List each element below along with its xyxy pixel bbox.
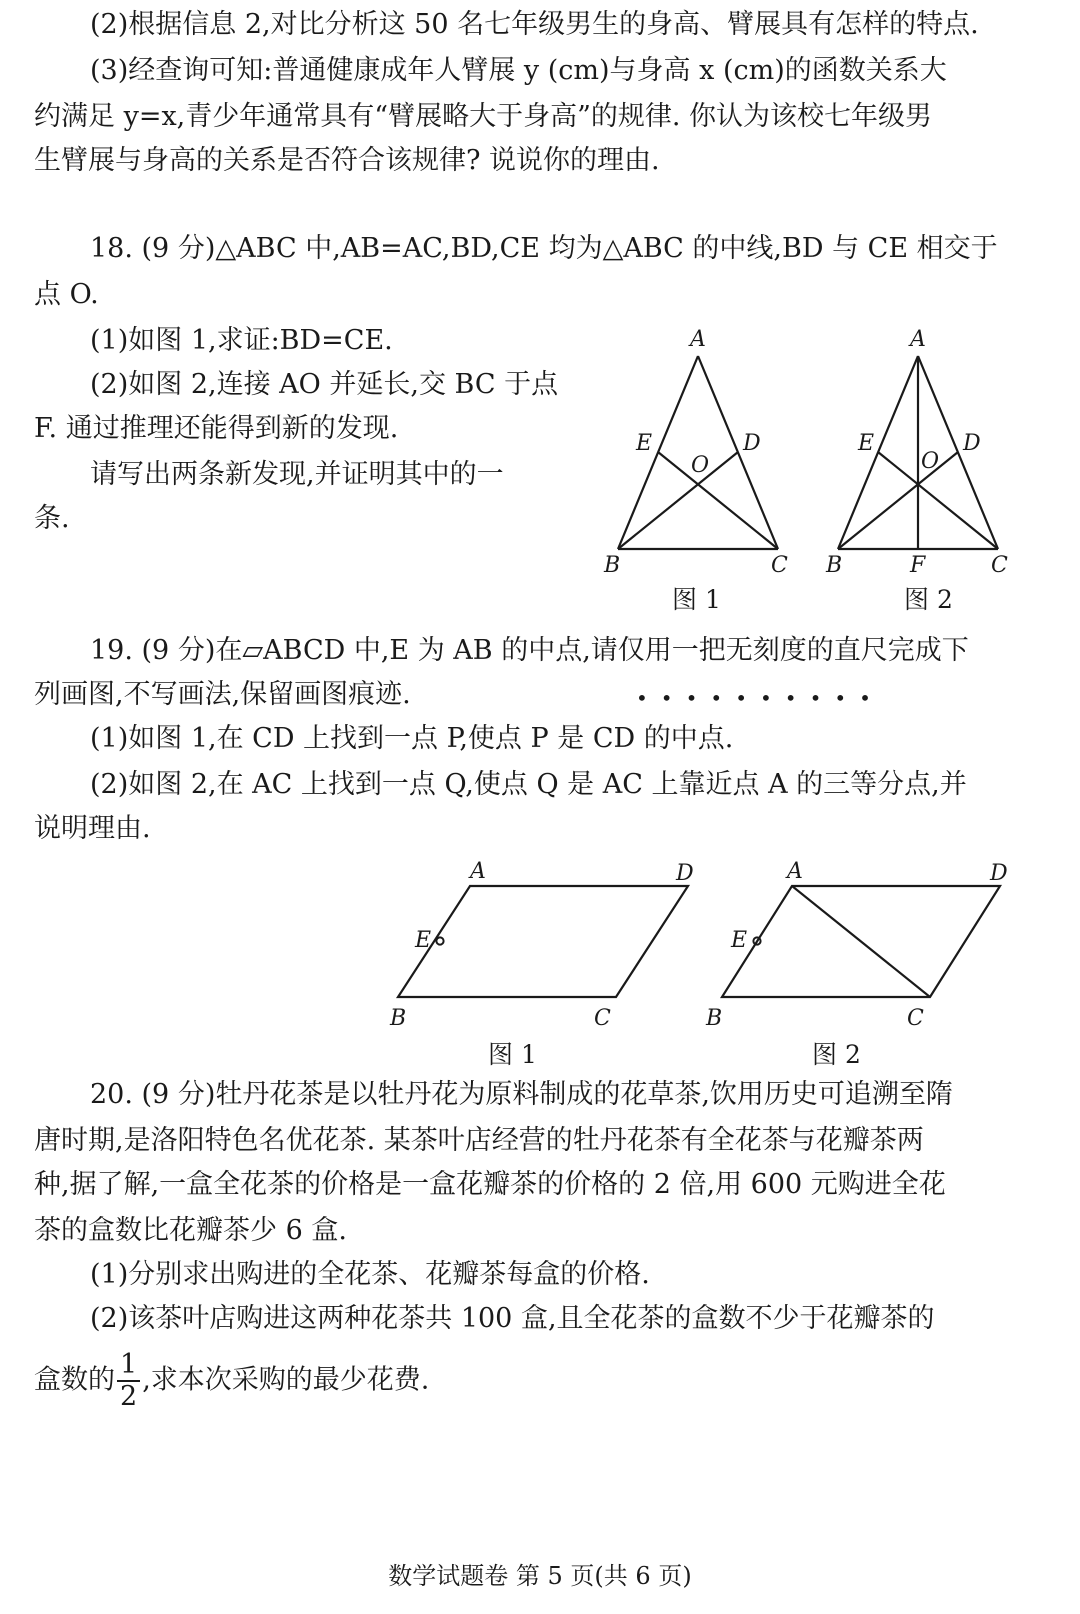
q18-fig1-caption: 图 1 [672,585,721,614]
q19-fig2-label-a: A [787,859,803,884]
q18-part1: (1)如图 1,求证:BD=CE. [90,325,393,356]
q18-fig1-label-e: E [636,431,653,456]
q20-part1: (1)分别求出购进的全花茶、花瓣茶每盒的价格. [90,1259,650,1290]
q17-part2: (2)根据信息 2,对比分析这 50 名七年级男生的身高、臂展具有怎样的特点. [90,9,979,40]
q20-stem-line2: 唐时期,是洛阳特色名优花茶. 某茶叶店经营的牡丹花茶有全花茶与花瓣茶两 [34,1125,924,1156]
q19-fig2-label-d: D [990,861,1008,886]
q18-part3-line1: 请写出两条新发现,并证明其中的一 [90,459,504,490]
q18-part3-line2: 条. [34,503,70,534]
q20-stem-line4: 茶的盒数比花瓣茶少 6 盒. [34,1215,347,1246]
fraction-denominator: 2 [120,1381,138,1412]
q19-fig1-label-b: B [390,1006,407,1031]
q19-fig1-label-d: D [676,861,694,886]
fraction-one-half [117,1350,140,1412]
q18-fig2-label-o: O [921,449,940,474]
q18-part2-line2: F. 通过推理还能得到新的发现. [34,413,399,444]
q19-fig1-point-e [436,937,443,944]
q18-fig1-label-a: A [690,327,706,352]
q19-part2-line2: 说明理由. [34,813,151,844]
q18-fig2-label-b: B [826,553,843,578]
q18-fig2-caption: 图 2 [904,585,953,614]
fraction-numerator: 1 [117,1350,140,1382]
q18-fig1-label-b: B [604,553,621,578]
q18-fig1-label-c: C [771,553,788,578]
q18-fig2-label-c: C [991,553,1008,578]
q19-fig2-label-c: C [907,1006,924,1031]
q20-part2-post: ,求本次采购的最少花费. [142,1364,430,1396]
q20-part2-line2 [34,1350,1046,1412]
q19-fig1-label-a: A [470,859,486,884]
q19-part1: (1)如图 1,在 CD 上找到一点 P,使点 P 是 CD 的中点. [90,723,734,754]
q18-fig2-label-e: E [858,431,875,456]
q18-stem-line1: 18. (9 分)△ABC 中,AB=AC,BD,CE 均为△ABC 的中线,BD 与 CE 相交于 [90,233,998,264]
q19-part2-line1: (2)如图 2,在 AC 上找到一点 Q,使点 Q 是 AC 上靠近点 A 的三等分点,并 [90,769,967,800]
q19-fig1-label-c: C [594,1006,611,1031]
q19-fig2-caption: 图 2 [812,1040,861,1069]
q18-fig2-label-f: F [910,553,926,578]
q19-fig2-parallelogram [722,886,1000,997]
q19-stem-line2: 列画图,不写画法,保留画图痕迹. [34,679,411,710]
q18-fig1-label-d: D [743,431,761,456]
q17-part3-line3: 生臂展与身高的关系是否符合该规律? 说说你的理由. [34,145,660,176]
q19-fig1-caption: 图 1 [488,1040,537,1069]
q18-part2-line1: (2)如图 2,连接 AO 并延长,交 BC 于点 [90,369,559,400]
q19-emphasis-dots: •••••••••• [636,686,884,710]
q17-part3-line1: (3)经查询可知:普通健康成年人臂展 y (cm)与身高 x (cm)的函数关系大 [90,55,947,86]
q18-fig2-label-a: A [910,327,926,352]
q19-stem-line1: 19. (9 分)在▱ABCD 中,E 为 AB 的中点,请仅用一把无刻度的直尺完成下 [90,635,969,666]
q18-stem-line2: 点 O. [34,279,99,310]
page-footer: 数学试题卷 第 5 页(共 6 页) [388,1562,692,1590]
q18-fig2-label-d: D [963,431,981,456]
q19-fig2-label-e: E [731,928,748,953]
q20-stem-line3: 种,据了解,一盒全花茶的价格是一盒花瓣茶的价格的 2 倍,用 600 元购进全花 [34,1169,946,1200]
q18-fig1-label-o: O [691,453,710,478]
q19-fig2-label-b: B [706,1006,723,1031]
q20-part2-line1: (2)该茶叶店购进这两种花茶共 100 盒,且全花茶的盒数不少于花瓣茶的 [90,1303,935,1334]
q19-fig1-label-e: E [415,928,432,953]
q19-fig1-parallelogram [398,886,688,997]
q20-part2-pre: 盒数的 [34,1364,115,1396]
q17-part3-line2: 约满足 y=x,青少年通常具有“臂展略大于身高”的规律. 你认为该校七年级男 [34,101,933,132]
q20-stem-line1: 20. (9 分)牡丹花茶是以牡丹花为原料制成的花草茶,饮用历史可追溯至隋 [90,1079,953,1110]
